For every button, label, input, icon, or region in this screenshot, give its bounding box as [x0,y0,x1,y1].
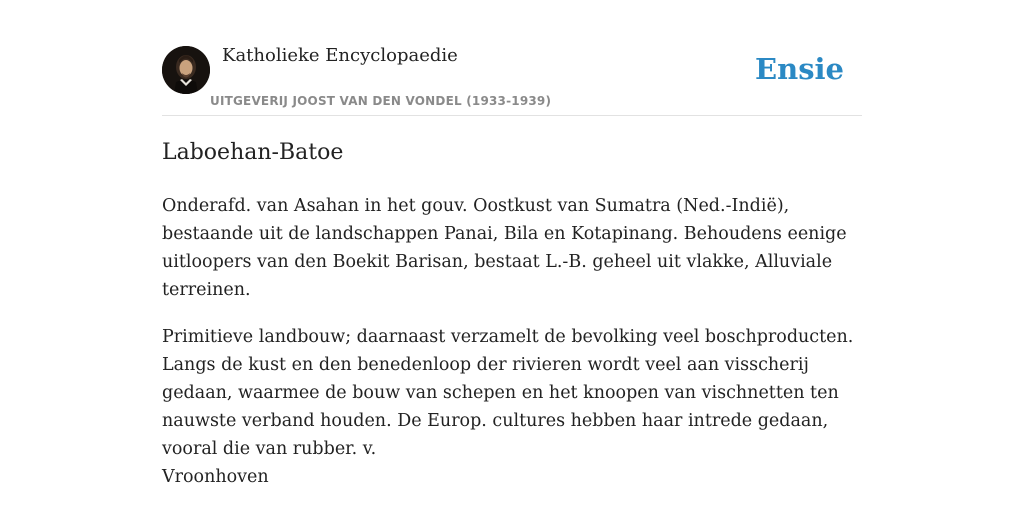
header [162,0,862,116]
brand-logo[interactable]: Ensie [755,52,844,86]
publication-subtitle: UITGEVERIJ JOOST VAN DEN VONDEL (1933-1939) [210,94,552,108]
article-title: Laboehan-Batoe [162,140,344,165]
publication-title[interactable]: Katholieke Encyclopaedie [222,45,458,66]
portrait-avatar-icon[interactable] [162,46,210,94]
article-body [162,192,862,482]
article-author: Vroonhoven [162,467,269,487]
article-paragraph: Primitieve landbouw; daarnaast verzamelt de bevolking veel boschproducten. Langs de kust en den benedenloop der rivieren wordt veel aan visscherij gedaan, waarmee de bouw van schepen en het knoopen van vischnetten ten nauwste verband houden. De Europ. cultures hebben haar intrede gedaan, vooral die van rubber. v. [162,327,854,459]
article-paragraph: Onderafd. van Asahan in het gouv. Oostkust van Sumatra (Ned.-Indië), bestaande uit de landschappen Panai, Bila en Kotapinang. Behoudens eenige uitloopers van den Boekit Barisan, bestaat L.-B. geheel uit vlakke, Alluviale terreinen. [162,196,847,300]
